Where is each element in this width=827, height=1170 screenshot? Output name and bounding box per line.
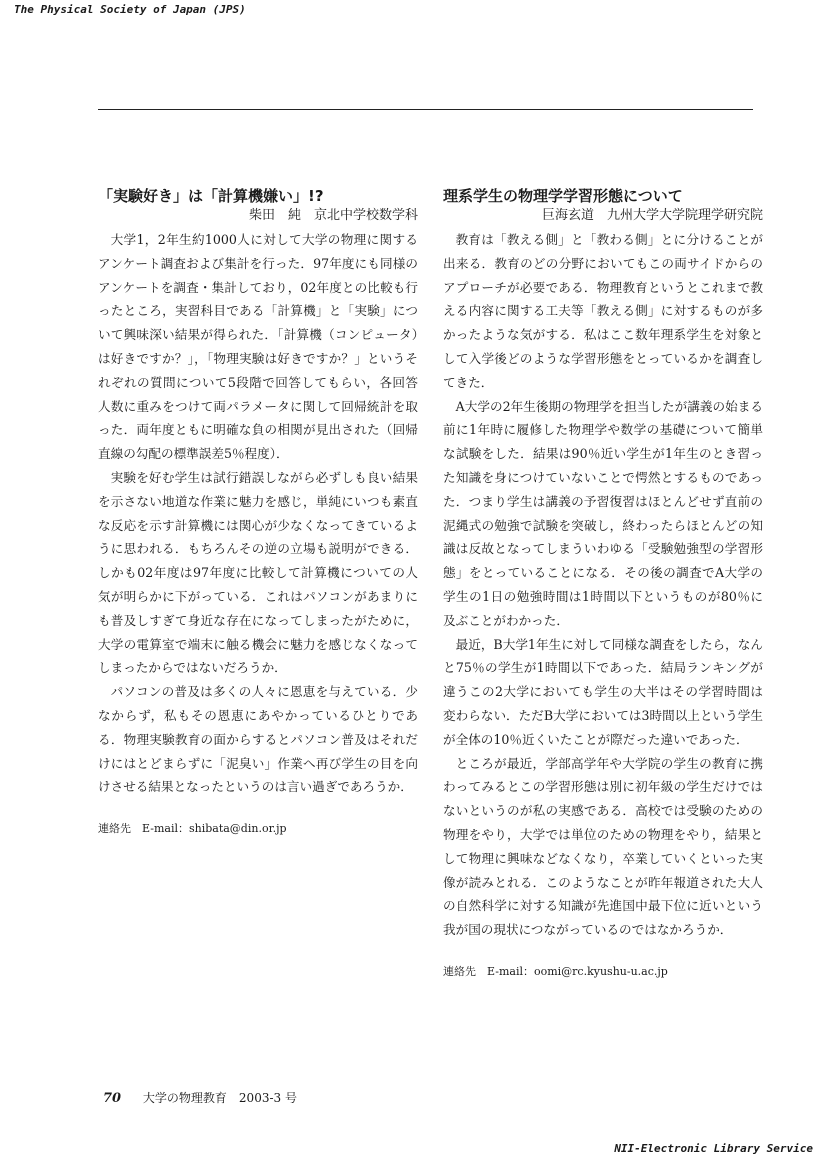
- right-article-author: 巨海玄道 九州大学大学院理学研究院: [541, 208, 763, 223]
- page-folio: [103, 1089, 297, 1106]
- society-header: The Physical Society of Japan (JPS): [14, 3, 246, 16]
- left-article-title: 「実験好き」は「計算機嫌い」!?: [98, 187, 324, 205]
- library-service-footer: NII-Electronic Library Service: [614, 1142, 813, 1155]
- left-paragraph-1: 大学1，2年生約1000人に対して大学の物理に関するアンケート調査および集計を行った．97年度にも同様のアンケートを調査・集計しており，02年度との比較も行ったところ，実習科目である「計算機」と「実験」について興味深い結果が得られた．「計算機（コンピュータ）は好きですか？」，「物理実験は好きですか？」というそれぞれの質問について5段階で回答してもらい，各回答人数に重みをつけて両パラメータに関して回帰統計を取った．両年度ともに明確な負の相関が見出された（回帰直線の勾配の標準誤差5％程度）．: [98, 232, 418, 462]
- right-paragraph-4: ところが最近，学部高学年や大学院の学生の教育に携わってみるとこの学習形態は別に初年級の学生だけではないというのが私の実感である．高校では受験のための物理をやり，大学では単位のための物理をやり，結果として物理に興味などなくなり，卒業していくといった実像が読みとれる．このようなことが昨年報道された大人の自然科学に対する知識が先進国中最下位に近いという我が国の現状につながっているのではなかろうか．: [443, 755, 763, 938]
- right-article-title: 理系学生の物理学学習形態について: [443, 187, 683, 205]
- left-contact: 連絡先 E-mail：shibata@din.or.jp: [98, 822, 287, 836]
- left-paragraph-2: 実験を好む学生は試行錯誤しながら必ずしも良い結果を示さない地道な作業に魅力を感じ，単純にいつも素直な反応を示す計算機には関心が少なくなってきているように思われる．もちろんその逆の立場も説明ができる．しかも02年度は97年度に比較して計算機についての人気が明らかに下がっている．これはパソコンがあまりにも普及しすぎて身近な存在になってしまったがために，大学の電算室で端末に触る機会に魅力を感じなくなってしまったからではないだろうか．: [98, 469, 418, 676]
- right-paragraph-2: A大学の2年生後期の物理学を担当したが講義の始まる前に1年時に履修した物理学や数学の基礎について簡単な試験をした．結果は90％近い学生が1年生のとき習った知識を身につけていないことで愕然とするものであった．つまり学生は講義の予習復習はほとんどせず直前の泥縄式の勉強で試験を突破し，終わったらほとんどの知識は反故となってしまういわゆる「受験勉強型の学習形態」をとっていることになる．その後の調査でA大学の学生の1日の勉強時間は1時間以下というものが80％に及ぶことがわかった．: [443, 398, 763, 628]
- right-paragraph-1: 教育は「教える側」と「教わる側」とに分けることが出来る．教育のどの分野においてもこの両サイドからのアプローチが必要である．物理教育というとこれまで教える内容に関する工夫等「教える側」に対するものが多かったような気がする．私はここ数年理系学生を対象として入学後どのような学習形態をとっているかを調査してきた．: [443, 232, 763, 390]
- right-paragraph-3: 最近，B大学1年生に対して同様な調査をしたら，なんと75％の学生が1時間以下であった．結局ランキングが違うこの2大学においても学生の大半はその学習時間は変わらない．ただB大学においては3時間以上という学生が全体の10％近くいたことが際だった違いであった．: [443, 636, 763, 747]
- left-article-author: 柴田 純 京北中学校数学科: [248, 208, 418, 223]
- header-rule: [98, 109, 753, 110]
- page-number: 70: [103, 1091, 122, 1106]
- journal-issue: 大学の物理教育 2003-3 号: [142, 1091, 297, 1105]
- right-article: [443, 186, 763, 980]
- left-article: [98, 186, 418, 837]
- left-paragraph-3: パソコンの普及は多くの人々に恩恵を与えている．少なからず，私もその恩恵にあやかっているひとりである．物理実験教育の面からするとパソコン普及はそれだけにはとどまらずに「泥臭い」作業へ再び学生の目を向けさせる結果となったというのは言い過ぎであろうか．: [98, 684, 418, 795]
- right-contact: 連絡先 E-mail：oomi@rc.kyushu-u.ac.jp: [443, 964, 668, 978]
